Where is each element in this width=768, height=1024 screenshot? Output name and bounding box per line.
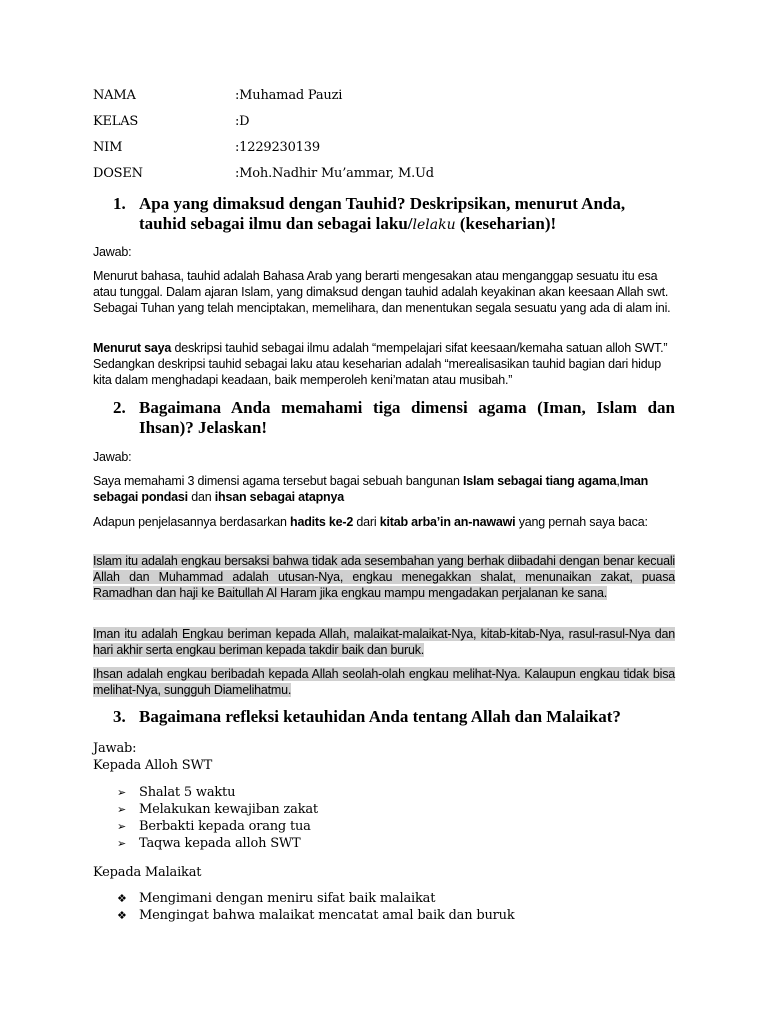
q2-islam-text: Islam itu adalah engkau bersaksi bahwa tidak ada sesembahan yang berhak diibadahi dengan benar kecuali Allah dan Muhammad adalah utusan-Nya, engkau menegakkan shalat, menunaikan zakat, puasa Ramadhan dan haji ke Baitullah Al Haram jika engkau mampu mengadakan perjalanan ke sana. [93,554,675,600]
arrow-bullet-icon: ➢ [117,786,127,799]
dosen-value: :Moh.Nadhir Mu’ammar, M.Ud [235,166,434,181]
q2-iman-quote [93,626,675,658]
arrow-bullet-icon: ➢ [117,820,127,833]
allah-item-3: Berbakti kepada orang tua [139,819,311,834]
q2-p2-bold-hadits: hadits ke-2 [290,515,354,529]
q2-p2-c: dari [353,515,380,529]
nim-value: :1229230139 [235,140,320,155]
nama-value: :Muhamad Pauzi [235,88,343,103]
q2-p1-bold-iman: Iman sebagai pondasi [93,474,649,504]
question-1-number: 1. [113,194,126,213]
q2-jawab-label: Jawab: [93,450,132,464]
q2-ihsan-text: Ihsan adalah engkau beribadah kepada Allah seolah-olah engkau melihat-Nya. Kalaupun engkau tidak bisa melihat-Nya, sungguh Diamelihatmu. [93,667,675,697]
question-1-text-b: (keseharian)! [455,214,557,233]
question-1-text-italic: lelaku [412,217,456,233]
q1-jawab-label: Jawab: [93,245,132,259]
q2-answer-paragraph-2 [93,514,675,530]
q2-islam-quote [93,553,675,601]
question-1-text [139,194,675,235]
malaikat-item-2: Mengingat bahwa malaikat mencatat amal baik dan buruk [139,908,515,923]
question-3-number: 3. [113,707,126,726]
arrow-bullet-icon: ➢ [117,837,127,850]
allah-item-4: Taqwa kepada alloh SWT [139,836,301,851]
q2-p1-bold-islam: Islam sebagai tiang agama [463,474,617,488]
question-3-text: Bagaimana refleksi ketauhidan Anda tentang Allah dan Malaikat? [139,707,621,726]
kelas-value: :D [235,114,250,129]
q2-ihsan-quote [93,666,675,698]
q3-malaikat-heading: Kepada Malaikat [93,865,202,880]
question-2-text: Bagaimana Anda memahami tiga dimensi agama (Iman, Islam dan Ihsan)? Jelaskan! [139,398,675,437]
q2-p2-d: yang pernah saya baca: [515,515,648,529]
question-2-number: 2. [113,398,126,417]
q1-p2-bold: Menurut saya [93,341,172,355]
list-item [117,891,435,907]
malaikat-item-1: Mengimani dengan meniru sifat baik malaikat [139,891,436,906]
q2-p1-d: dan [187,490,215,504]
q2-p1-bold-ihsan: ihsan sebagai atapnya [214,490,344,504]
diamond-bullet-icon: ❖ [117,892,127,905]
q2-iman-text: Iman itu adalah Engkau beriman kepada Allah, malaikat-malaikat-Nya, kitab-kitab-Nya, rasul-rasul-Nya dan hari akhir serta engkau beriman kepada takdir baik dan buruk. [93,627,675,657]
q3-allah-heading: Kepada Alloh SWT [93,758,213,773]
list-item [117,819,311,835]
list-item [117,802,318,818]
q1-p2-rest: deskripsi tauhid sebagai ilmu adalah “mempelajari sifat keesaan/kemaha satuan alloh SWT.” Sedangkan deskripsi tauhid sebagai laku atau keseharian adalah “merealisasikan tauhid bagian dari hidup kita dalam menghadapi keadaan, baik memperoleh keni’matan atau musibah.” [93,341,668,387]
arrow-bullet-icon: ➢ [117,803,127,816]
q2-p1-a: Saya memahami 3 dimensi agama tersebut bagai sebuah bangunan [93,474,463,488]
kelas-label: KELAS [93,114,139,129]
q2-p2-bold-kitab: kitab arba’in an-nawawi [379,515,516,529]
allah-item-2: Melakukan kewajiban zakat [139,802,318,817]
question-1-text-a: Apa yang dimaksud dengan Tauhid? Deskripsikan, menurut Anda, tauhid sebagai ilmu dan sebagai laku/ [139,194,626,233]
diamond-bullet-icon: ❖ [117,909,127,922]
q2-p2-a: Adapun penjelasannya berdasarkan [93,515,291,529]
nim-label: NIM [93,140,123,155]
dosen-label: DOSEN [93,166,143,181]
list-item [117,785,235,801]
q2-answer-paragraph-1 [93,473,675,505]
q1-answer-paragraph-2 [93,340,675,388]
nama-label: NAMA [93,88,136,103]
allah-item-1: Shalat 5 waktu [139,785,236,800]
list-item [117,836,301,852]
q3-jawab-label: Jawab: [93,741,137,756]
list-item [117,908,515,924]
q1-answer-paragraph-1: Menurut bahasa, tauhid adalah Bahasa Arab yang berarti mengesakan atau menganggap sesuatu itu esa atau tunggal. Dalam ajaran Islam, yang dimaksud dengan tauhid adalah keyakinan akan keesaan Allah swt. Sebagai Tuhan yang telah menciptakan, memelihara, dan menentukan segala sesuatu yang ada di alam ini. [93,269,671,315]
q2-p1-c: , [616,474,620,488]
